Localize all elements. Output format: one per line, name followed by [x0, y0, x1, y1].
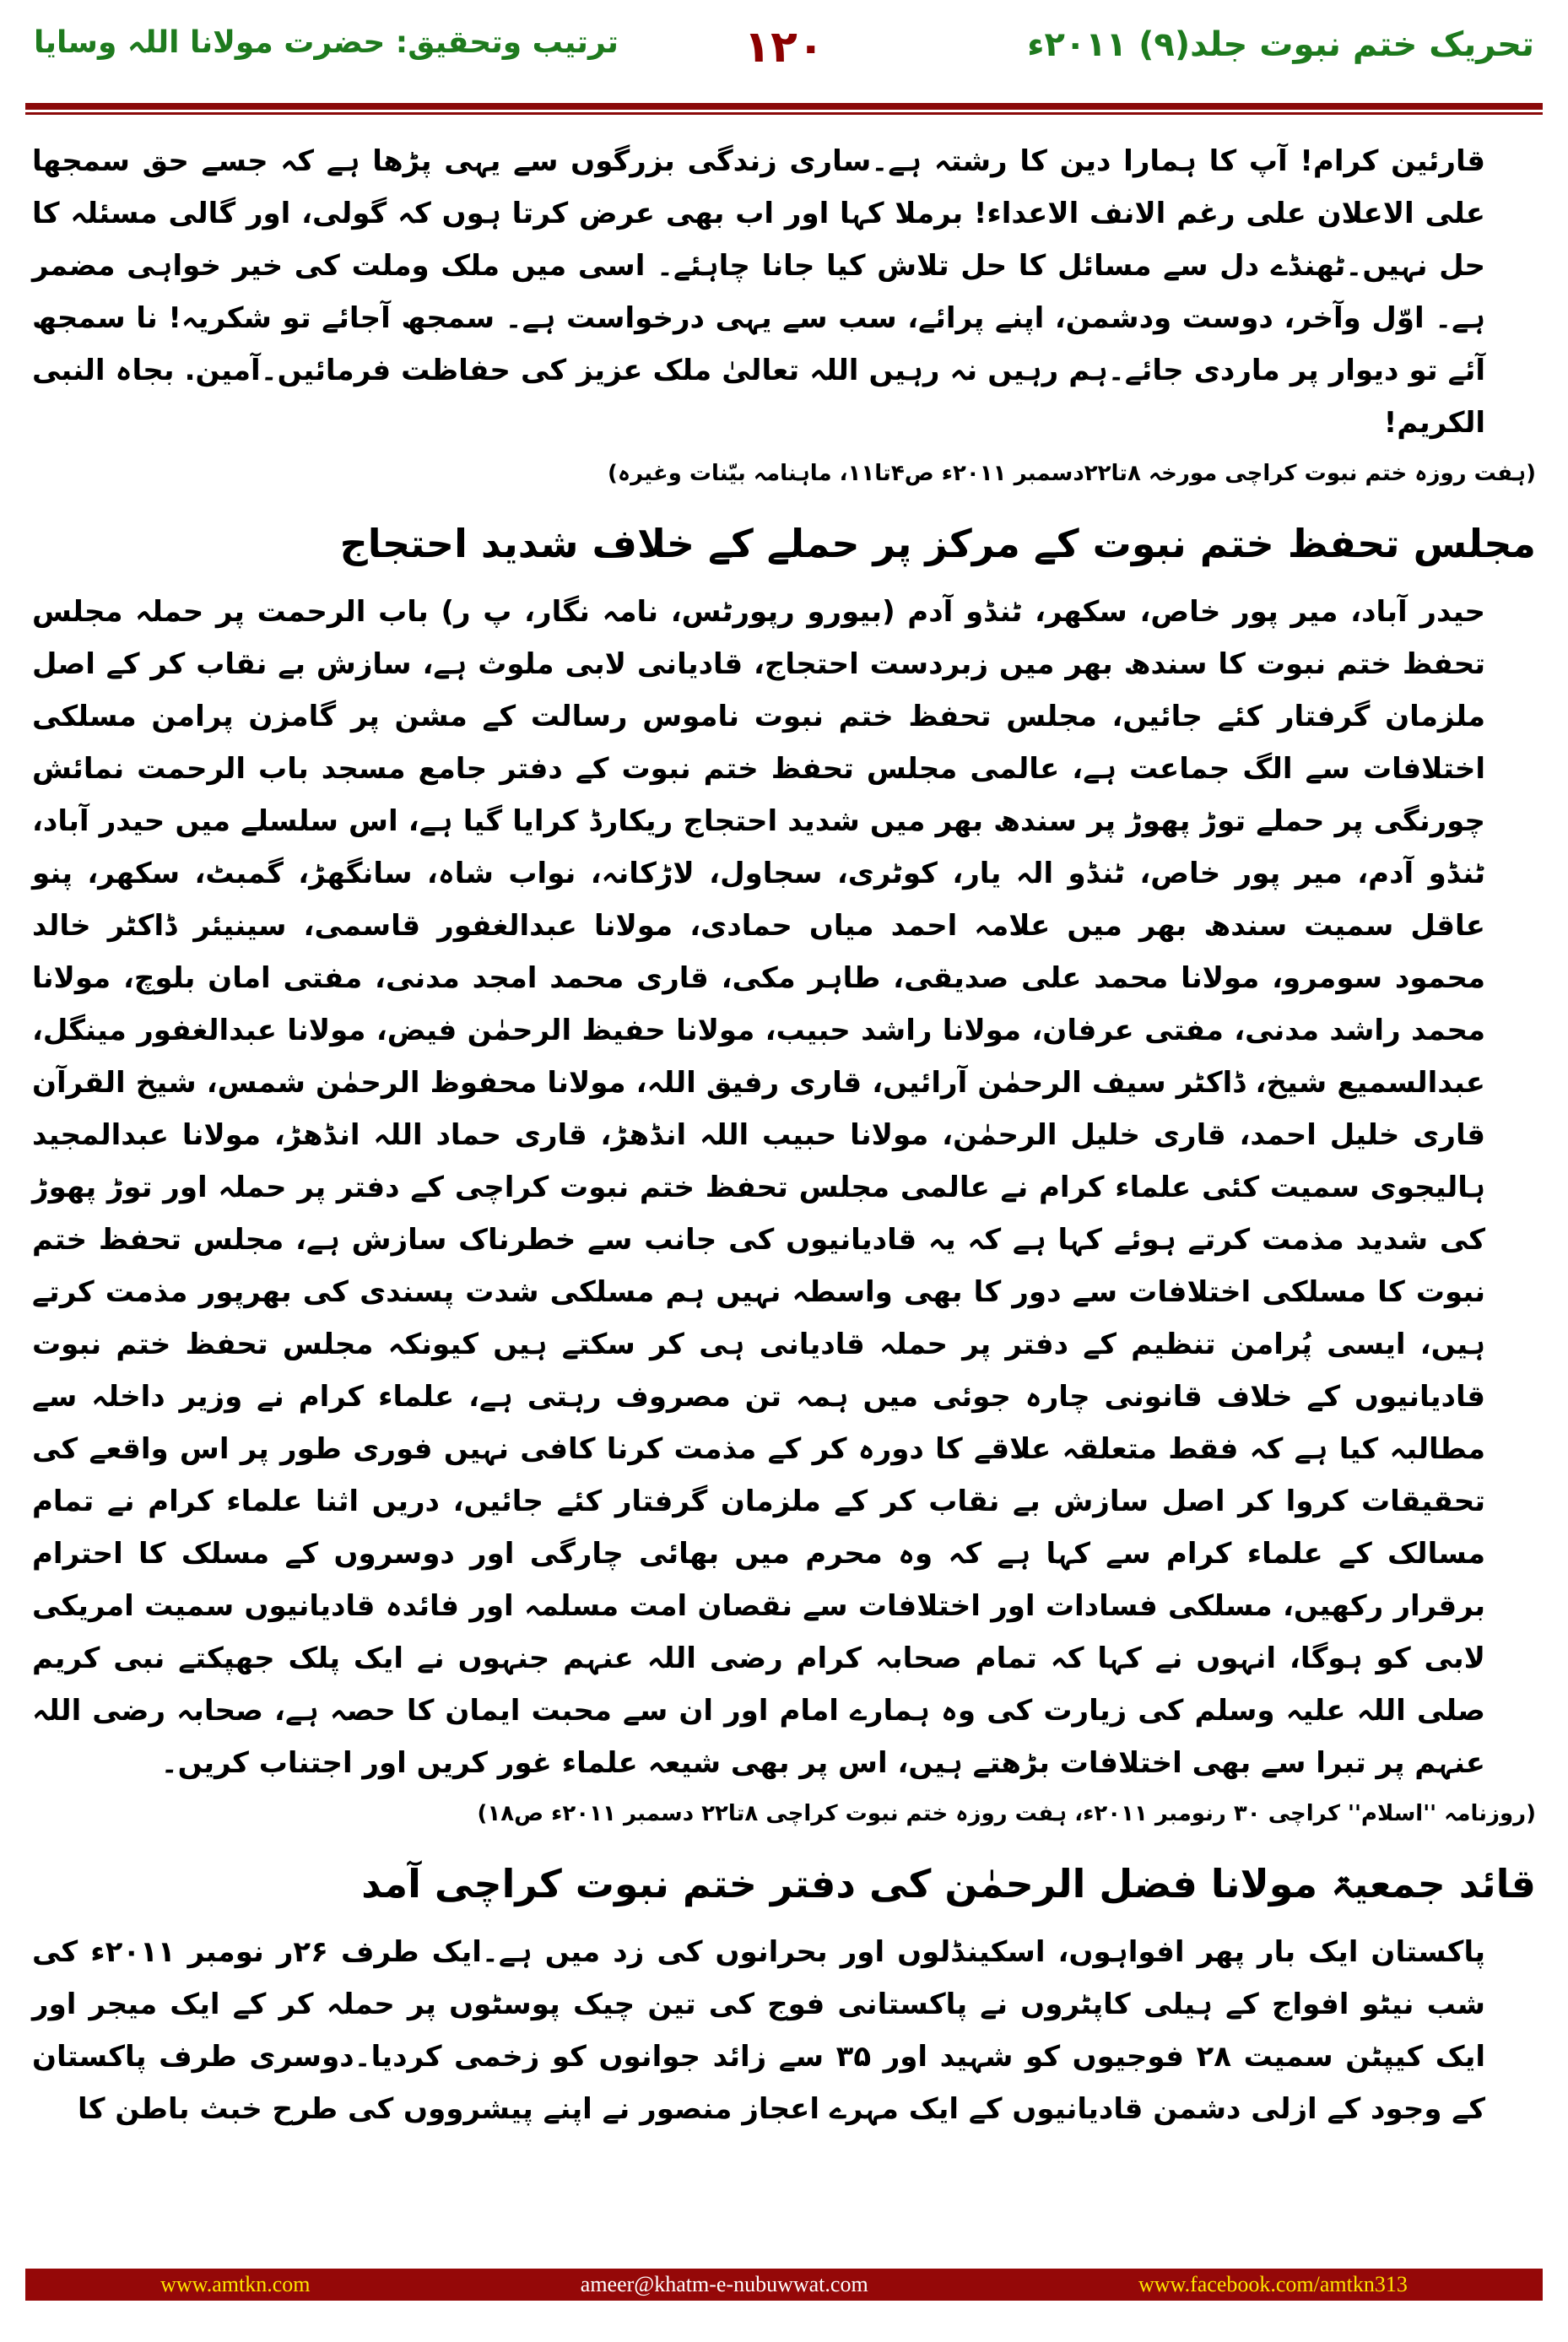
- footer-facebook-link[interactable]: www.facebook.com/amtkn313: [1138, 2272, 1408, 2296]
- header-rule-thick: [25, 103, 1543, 110]
- article2-paragraph: پاکستان ایک بار پھر افواہوں، اسکینڈلوں اور بحرانوں کی زد میں ہے۔ایک طرف ۲۶ر نومبر ۲۰۱۱ء کی شب نیٹو افواج کے ہیلی کاپٹروں نے پاکستانی فوج کی تین چیک پوسٹوں پر حملہ کر کے ایک میجر اور ایک کیپٹن سمیت ۲۸ فوجیوں کو شہید اور ۳۵ سے زائد جوانوں کو زخمی کردیا۔دوسری طرف پاکستان کے وجود کے ازلی دشمن قادیانیوں کے ایک مہرے اعجاز منصور نے اپنے پیشرووں کی طرح خبث باطن کا: [32, 1935, 1485, 2126]
- intro-paragraph: قارئین کرام! آپ کا ہمارا دین کا رشتہ ہے۔ساری زندگی بزرگوں سے یہی پڑھا ہے کہ جسے حق سمجھا علی الاعلان علی رغم الانف الاعداء! برملا کہا اور اب بھی عرض کرتا ہوں کہ گولی، اور گالی مسئلہ کا حل نہیں۔ٹھنڈے دل سے مسائل کا حل تلاش کیا جانا چاہئے۔ اسی میں ملک وملت کی خیر خواہی مضمر ہے۔ اوّل وآخر، دوست ودشمن، اپنے پرائے، سب سے یہی درخواست ہے۔ سمجھ آجائے تو شکریہ! نا سمجھ آئے تو دیوار پر ماردی جائے۔ہم رہیں نہ رہیں اللہ تعالیٰ ملک عزیز کی حفاظت فرمائیں۔آمین. بجاہ النبی الکریم!: [32, 144, 1485, 440]
- article1-paragraph: حیدر آباد، میر پور خاص، سکھر، ٹنڈو آدم (بیورو رپورٹس، نامہ نگار، پ ر) باب الرحمت پر حملہ مجلس تحفظ ختم نبوت کا سندھ بھر میں زبردست احتجاج، قادیانی لابی ملوث ہے، سازش بے نقاب کر کے اصل ملزمان گرفتار کئے جائیں، مجلس تحفظ ختم نبوت ناموس رسالت کے مشن پر گامزن پرامن مسلکی اختلافات سے الگ جماعت ہے، عالمی مجلس تحفظ ختم نبوت کے دفتر جامع مسجد باب الرحمت نمائش چورنگی پر حملے توڑ پھوڑ پر سندھ بھر میں شدید احتجاج ریکارڈ کرایا گیا ہے، اس سلسلے میں حیدر آباد، ٹنڈو آدم، میر پور خاص، ٹنڈو الہ یار، کوٹری، سجاول، لاڑکانہ، نواب شاہ، سانگھڑ، گمبٹ، سکھر، پنو عاقل سمیت سندھ بھر میں علامہ احمد میاں حمادی، مولانا عبدالغفور قاسمی، سینیئر ڈاکٹر خالد محمود سومرو، مولانا محمد علی صدیقی، طاہر مکی، قاری محمد امجد مدنی، مفتی امان بلوچ، مولانا محمد راشد مدنی، مفتی عرفان، مولانا راشد حبیب، مولانا حفیظ الرحمٰن فیض، مولانا عبدالغفور مینگل، عبدالسمیع شیخ، ڈاکٹر سیف الرحمٰن آرائیں، قاری رفیق اللہ، مولانا محفوظ الرحمٰن شمس، شیخ القرآن قاری خلیل احمد، قاری خلیل الرحمٰن، مولانا حبیب اللہ انڈھڑ، قاری حماد اللہ انڈھڑ، مولانا عبدالمجید ہالیجوی سمیت کئی علماء کرام نے عالمی مجلس تحفظ ختم نبوت کراچی کے دفتر پر حملہ اور توڑ پھوڑ کی شدید مذمت کرتے ہوئے کہا ہے کہ یہ قادیانیوں کی جانب سے خطرناک سازش ہے، مجلس تحفظ ختم نبوت کا مسلکی اختلافات سے دور کا بھی واسطہ نہیں ہم مسلکی شدت پسندی کی بھرپور مذمت کرتے ہیں، ایسی پُرامن تنظیم کے دفتر پر حملہ قادیانی ہی کر سکتے ہیں کیونکہ مجلس تحفظ ختم نبوت قادیانیوں کے خلاف قانونی چارہ جوئی میں ہمہ تن مصروف رہتی ہے، علماء کرام نے وزیر داخلہ سے مطالبہ کیا ہے کہ فقط متعلقہ علاقے کا دورہ کر کے مذمت کرنا کافی نہیں فوری طور پر اس واقعے کی تحقیقات کروا کر اصل سازش بے نقاب کر کے ملزمان گرفتار کئے جائیں، دریں اثنا علماء کرام نے تمام مسالک کے علماء کرام سے کہا ہے کہ وہ محرم میں بھائی چارگی اور دوسروں کے مسلک کا احترام برقرار رکھیں، مسلکی فسادات اور اختلافات سے نقصان امت مسلمہ اور فائدہ قادیانیوں سمیت امریکی لابی کو ہوگا، انہوں نے کہا کہ تمام صحابہ کرام رضی اللہ عنہم جنہوں نے ایک پلک جھپکتے نبی کریم صلی اللہ علیہ وسلم کی زیارت کی وہ ہمارے امام اور ان سے محبت ایمان کا حصہ ہے، صحابہ رضی اللہ عنہم پر تبرا سے بھی اختلافات بڑھتے ہیں، اس پر بھی شیعہ علماء غور کریں اور اجتناب کریں۔: [32, 595, 1485, 1780]
- footer-email-link[interactable]: ameer@khatm-e-nubuwwat.com: [580, 2272, 868, 2296]
- page-header: [25, 22, 1543, 84]
- footer-website-link[interactable]: www.amtkn.com: [160, 2272, 311, 2296]
- book-title: تحریک ختم نبوت جلد(۹) ۲۰۱۱ء: [1027, 25, 1534, 64]
- intro-citation: (ہفت روزہ ختم نبوت کراچی مورخہ ۸تا۲۲دسمبر ۲۰۱۱ء ص۴تا۱۱، ماہنامہ بیّنات وغیرہ): [608, 461, 1536, 486]
- page-content: [32, 135, 1536, 2135]
- article1-heading: مجلس تحفظ ختم نبوت کے مرکز پر حملے کے خلاف شدید احتجاج: [339, 521, 1536, 566]
- compiler-credit: ترتیب وتحقیق: حضرت مولانا اللہ وسایا: [34, 25, 619, 60]
- page-footer: [25, 2269, 1543, 2301]
- article2-heading: قائد جمعیۃ مولانا فضل الرحمٰن کی دفتر ختم نبوت کراچی آمد: [361, 1861, 1536, 1907]
- page-number: ۱۲۰: [743, 22, 825, 73]
- header-rule-thin: [25, 112, 1543, 115]
- article1-citation: (روزنامہ ''اسلام'' کراچی ۳۰ رنومبر ۲۰۱۱ء، ہفت روزہ ختم نبوت کراچی ۸تا۲۲ دسمبر ۲۰۱۱ء ص۱۸): [477, 1801, 1536, 1826]
